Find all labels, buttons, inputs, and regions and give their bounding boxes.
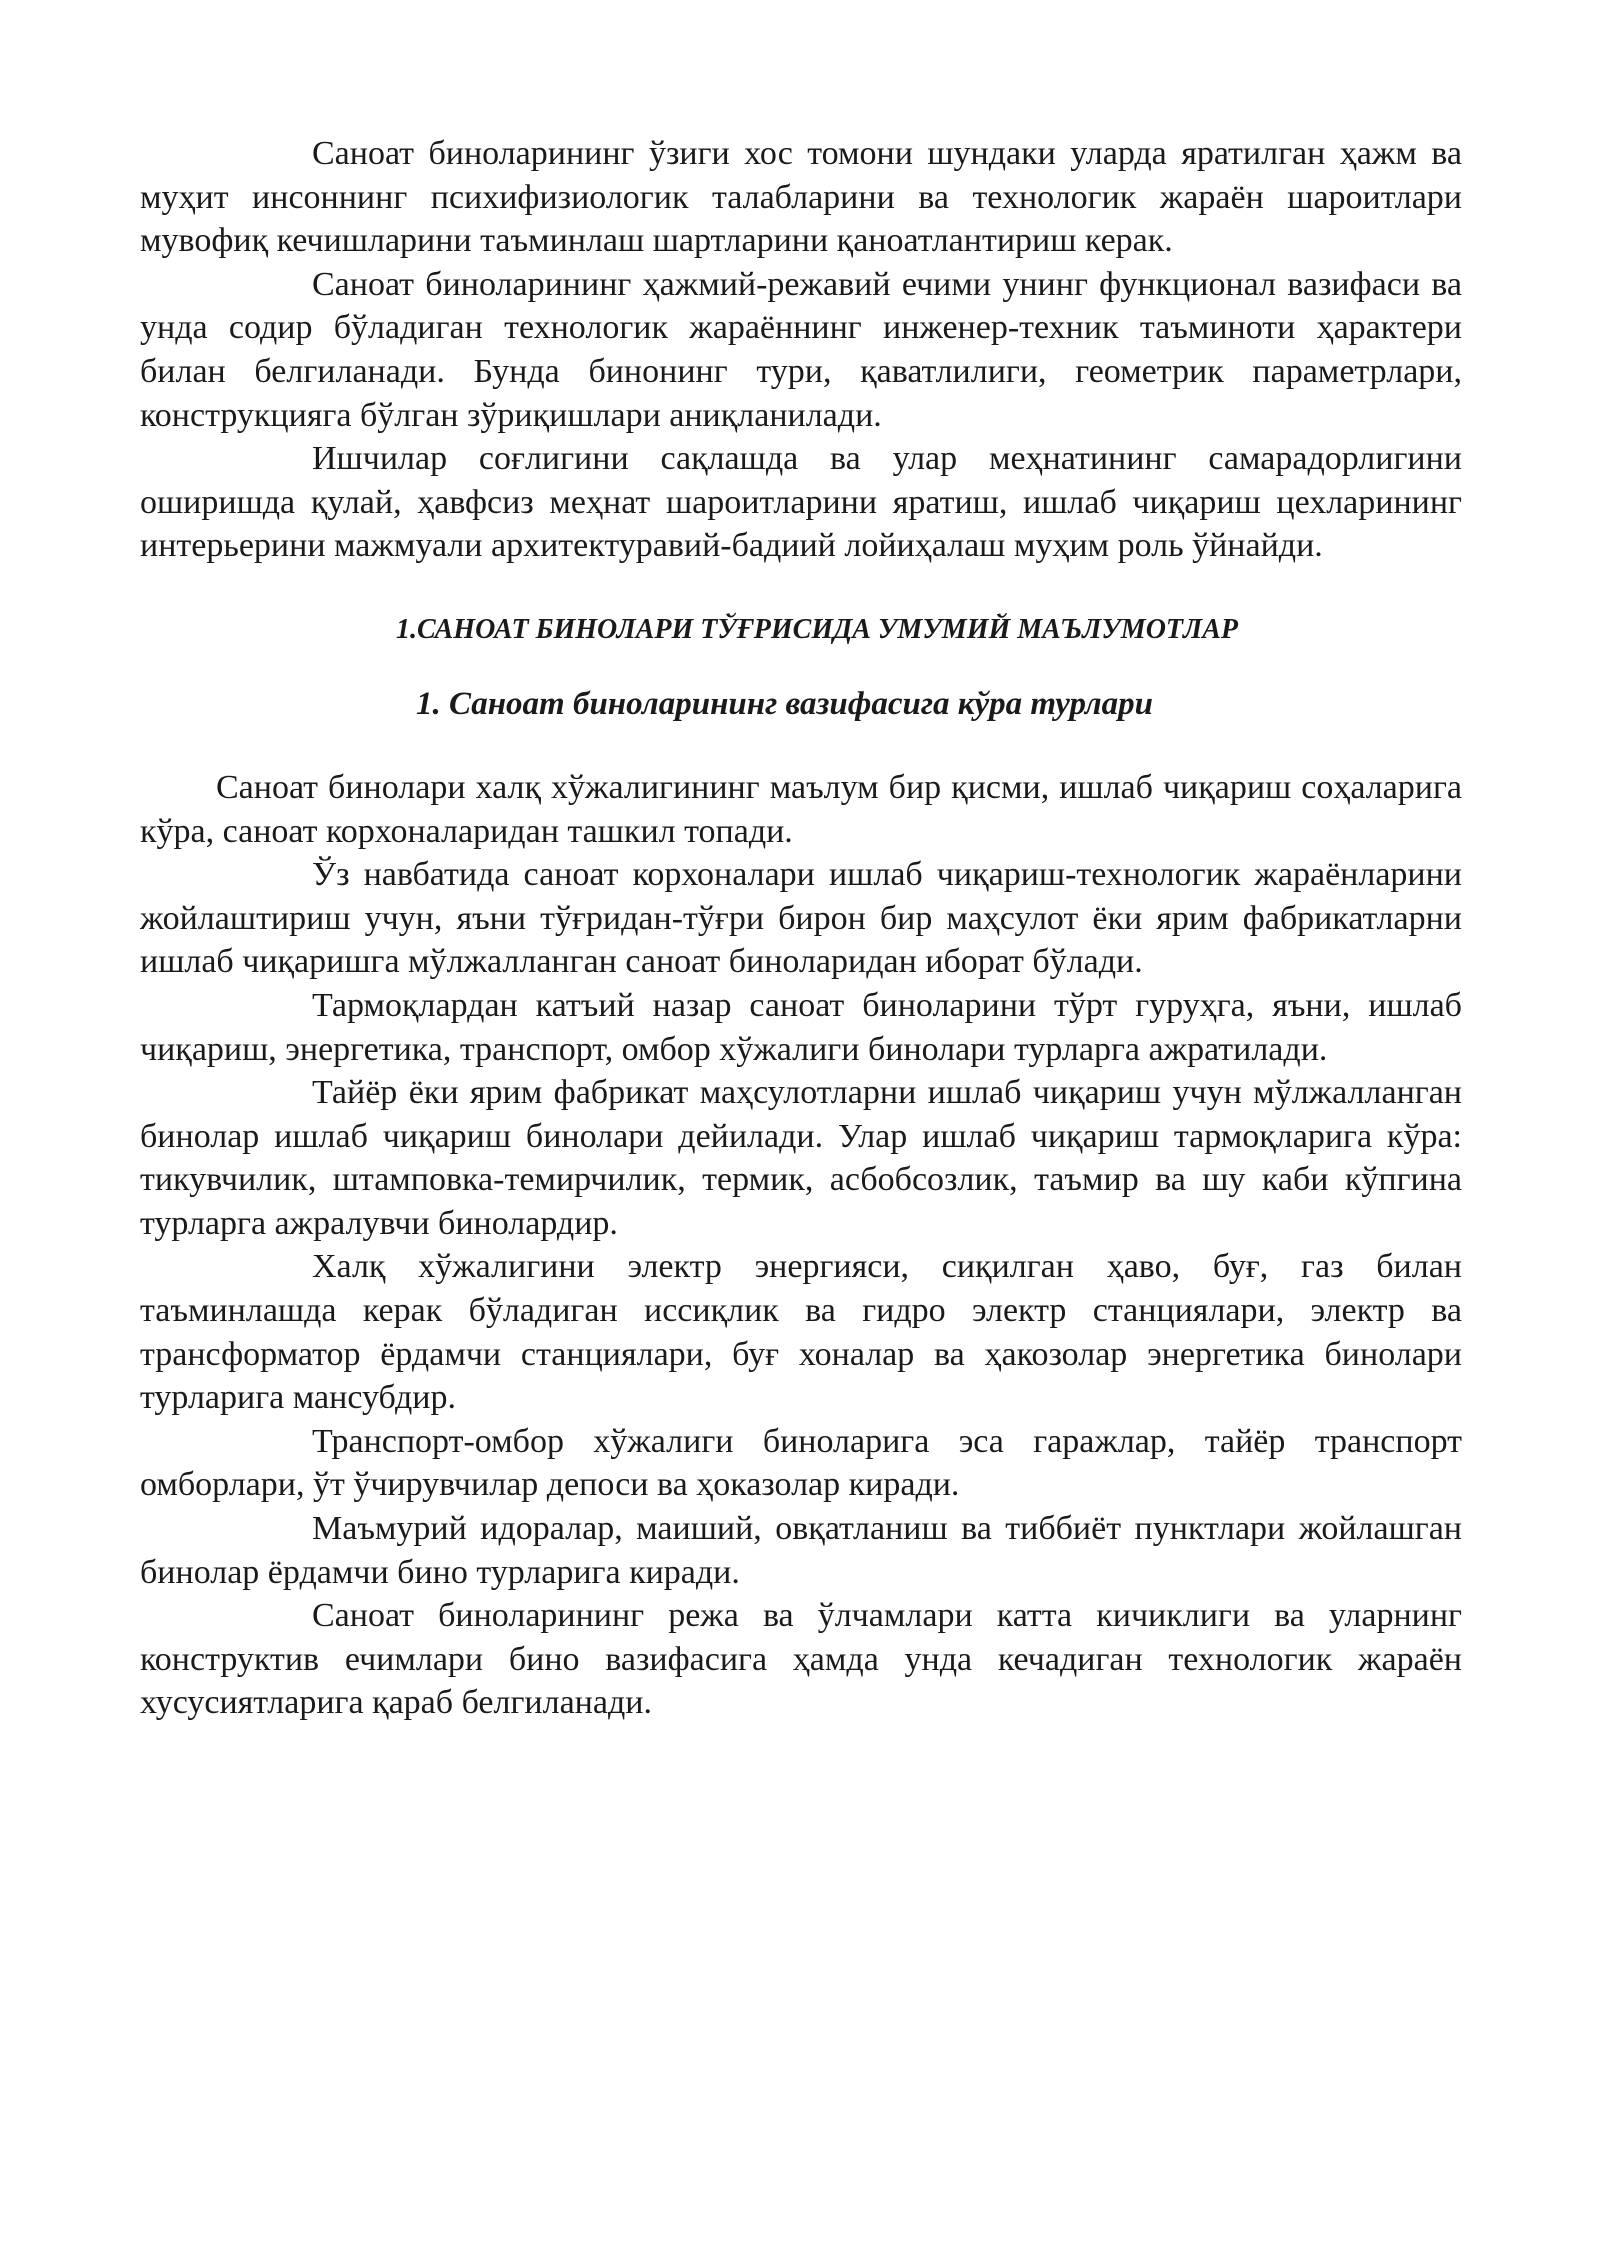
body-paragraph-3: Тармоқлардан катъий назар саноат биноларини тўрт гуруҳга, яъни, ишлаб чиқариш, энергетика, транспорт, омбор хўжалиги бинолари турларга ажратилади. <box>140 986 1462 1068</box>
body-paragraph-5: Халқ хўжалигини электр энергияси, сиқилган ҳаво, буғ, газ билан таъминлашда керак бўладиган иссиқлик ва гидро электр станциялари, электр ва трансформатор ёрдамчи станциялари, буғ хоналар ва ҳакозолар энергетика бинолари турларига мансубдир. <box>140 1248 1462 1417</box>
sub-heading: 1. Саноат биноларининг вазифасига кўра турлари <box>416 685 1154 722</box>
body-paragraph-6: Транспорт-омбор хўжалиги биноларига эса гаражлар, тайёр транспорт омборлари, ўт ўчирувчилар депоси ва ҳоказолар киради. <box>140 1422 1462 1504</box>
body-paragraph-4: Тайёр ёки ярим фабрикат маҳсулотларни ишлаб чиқариш учун мўлжалланган бинолар ишлаб чиқариш бинолари дейилади. Улар ишлаб чиқариш тармоқларига кўра: тикувчилик, штамповка-темирчилик, термик, асбобсозлик, таъмир ва шу каби кўпгина турларга ажралувчи бинолардир. <box>140 1074 1462 1242</box>
intro-paragraph-2: Саноат биноларининг ҳажмий-режавий ечими унинг функционал вазифаси ва унда содир бўладиган технологик жараённинг инженер-техник таъминоти ҳарактери билан белгиланади. Бунда бинонинг тури, қаватлилиги, геометрик параметрлари, конструкцияга бўлган зўриқишлари аниқланилади. <box>140 265 1462 434</box>
intro-paragraph-1: Саноат биноларининг ўзиги хос томони шундаки уларда яратилган ҳажм ва муҳит инсоннинг психифизиологик талабларини ва технологик жараён шароитлари мувофиқ кечишларини таъминлаш шартларини қаноатлантириш керак. <box>140 135 1462 260</box>
body-paragraph-7: Маъмурий идоралар, маиший, овқатланиш ва тиббиёт пунктлари жойлашган бинолар ёрдамчи бино турларига киради. <box>140 1510 1462 1591</box>
intro-paragraph-3: Ишчилар соғлигини сақлашда ва улар меҳнатининг самарадорлигини оширишда қулай, ҳавфсиз меҳнат шароитларини яратиш, ишлаб чиқариш цехларининг интерьерини мажмуали архитектуравий-бадиий лойиҳалаш муҳим роль ўйнайди. <box>140 440 1462 565</box>
body-paragraph-1: Саноат бинолари халқ хўжалигининг маълум бир қисми, ишлаб чиқариш соҳаларига кўра, саноат корхоналаридан ташкил топади. <box>140 768 1462 850</box>
document-page <box>140 132 1462 1725</box>
section-heading: 1.САНОАТ БИНОЛАРИ ТЎҒРИСИДА УМУМИЙ МАЪЛУМОТЛАР <box>396 613 1239 645</box>
body-paragraph-2: Ўз навбатида саноат корхоналари ишлаб чиқариш-технологик жараёнларини жойлаштириш учун, яъни тўғридан-тўғри бирон бир маҳсулот ёки ярим фабрикатларни ишлаб чиқаришга мўлжалланган саноат биноларидан иборат бўлади. <box>140 856 1462 981</box>
body-paragraph-8: Саноат биноларининг режа ва ўлчамлари катта кичиклиги ва уларнинг конструктив ечимлари бино вазифасига ҳамда унда кечадиган технологик жараён хусусиятларига қараб белгиланади. <box>140 1597 1462 1722</box>
